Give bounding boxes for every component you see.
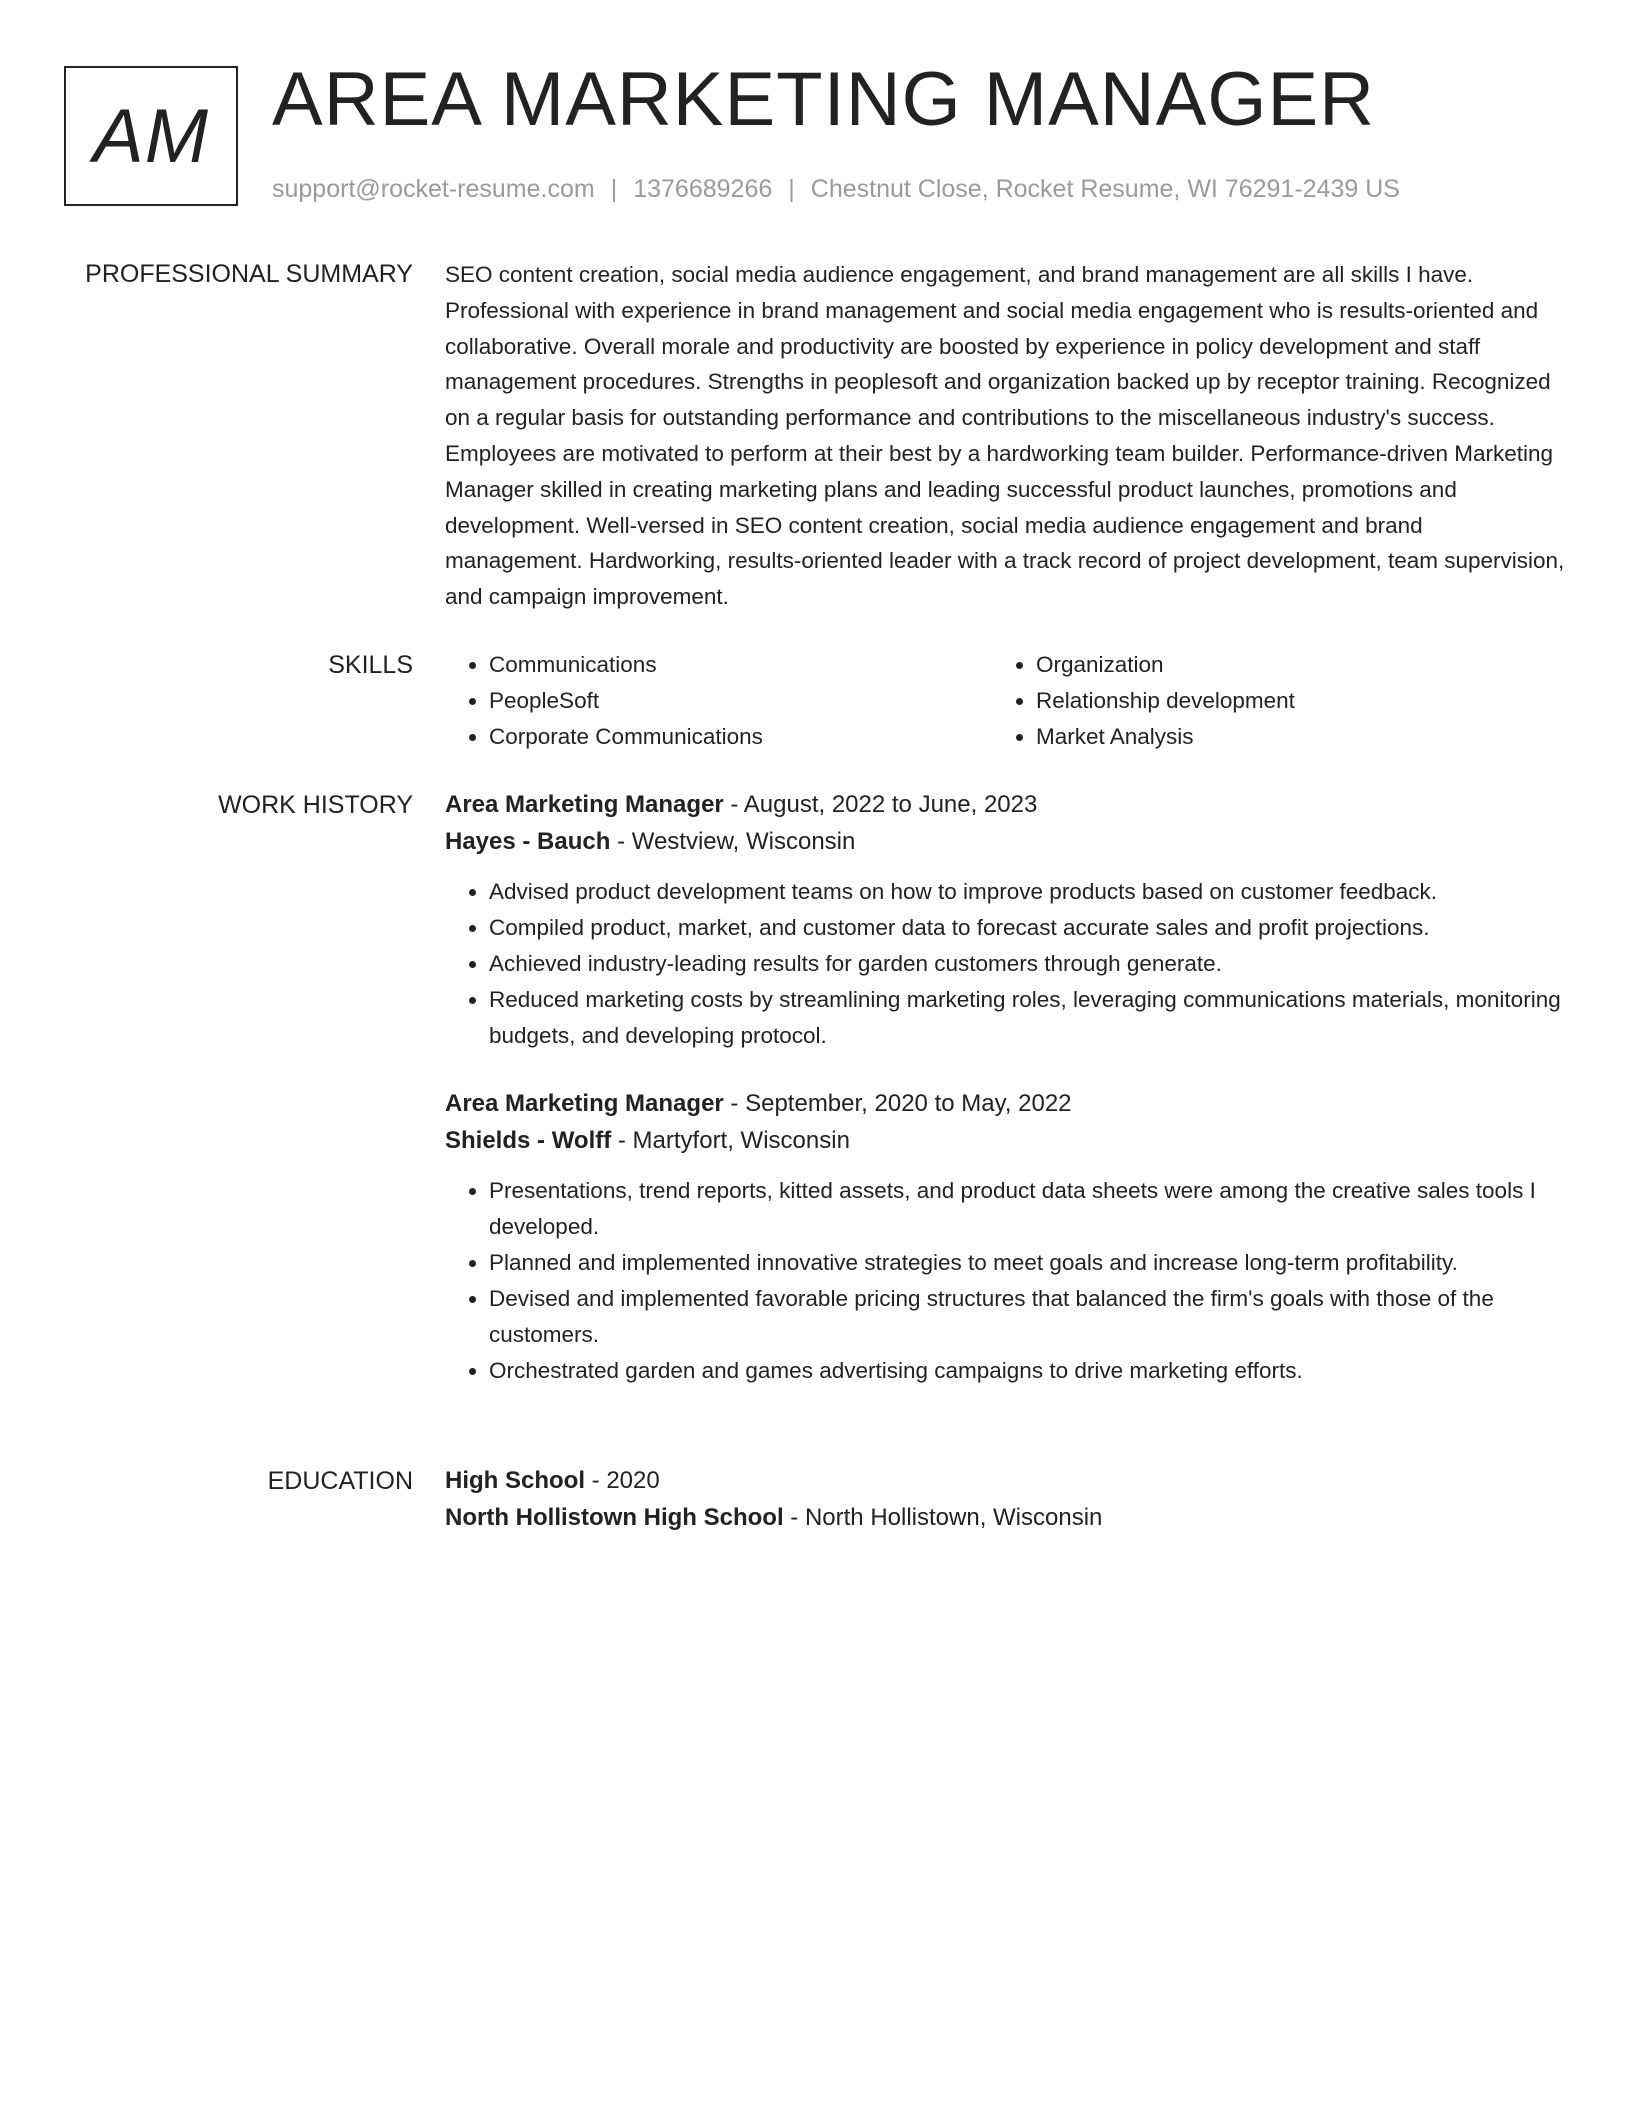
job-bullet: • Compiled product, market, and customer data to forecast accurate sales and profit projections. xyxy=(489,910,1565,946)
summary-text: SEO content creation, social media audience engagement, and brand management are all skills I have. Professional with experience in brand management and social media engagement who is results-oriented and collaborative. Overall morale and productivity are boosted by experience in policy development and staff management procedures. Strengths in peoplesoft and organization backed up by receptor training. Recognized on a regular basis for outstanding performance and contributions to the miscellaneous industry's success. Employees are motivated to perform at their best by a hardworking team builder. Performance-driven Marketing Manager skilled in creating marketing plans and leading successful product launches, promotions and development. Well-versed in SEO content creation, social media audience engagement and brand management. Hardworking, results-oriented leader with a track record of project development, team supervision, and campaign improvement. xyxy=(445,262,1565,610)
job-bullet: • Devised and implemented favorable pricing structures that balanced the firm's goals with those of the customers. xyxy=(489,1281,1565,1353)
degree-name: High School xyxy=(445,1467,585,1494)
contact-separator: | xyxy=(788,175,795,203)
company-line xyxy=(445,1122,1565,1160)
job-entry xyxy=(445,787,1565,1054)
job-bullet: • Reduced marketing costs by streamlining marketing roles, leveraging communications materials, monitoring budgets, and developing protocol. xyxy=(489,982,1565,1054)
work-history-body xyxy=(445,787,1565,1389)
skills-column-right xyxy=(992,647,1539,755)
skills-list xyxy=(445,647,1565,755)
monogram-initials: AM xyxy=(93,93,209,179)
job-title: Area Marketing Manager xyxy=(445,791,724,818)
job-bullet: • Advised product development teams on how to improve products based on customer feedback. xyxy=(489,874,1565,910)
skills-column-left xyxy=(445,647,992,755)
job-title-line xyxy=(445,787,1565,823)
job-dates: - August, 2022 to June, 2023 xyxy=(723,791,1038,818)
skills-title: SKILLS xyxy=(328,651,413,679)
company-line xyxy=(445,823,1565,861)
skill-item: • PeopleSoft xyxy=(489,683,992,719)
skill-item: • Organization xyxy=(1036,647,1539,683)
contact-address: Chestnut Close, Rocket Resume, WI 76291-2439 US xyxy=(810,175,1400,203)
degree-year: - 2020 xyxy=(585,1467,660,1494)
job-bullets xyxy=(445,1173,1565,1389)
job-bullets xyxy=(445,874,1565,1054)
job-title-line xyxy=(445,1086,1565,1122)
job-dates: - September, 2020 to May, 2022 xyxy=(723,1090,1072,1117)
job-bullet: • Achieved industry-leading results for garden customers through generate. xyxy=(489,946,1565,982)
school-line xyxy=(445,1499,1565,1537)
skill-item: • Market Analysis xyxy=(1036,719,1539,755)
skill-item: • Relationship development xyxy=(1036,683,1539,719)
company-name: Hayes - Bauch xyxy=(445,828,611,855)
job-title: Area Marketing Manager xyxy=(445,1090,724,1117)
education-title: EDUCATION xyxy=(267,1467,413,1495)
company-location: - Westview, Wisconsin xyxy=(610,828,856,855)
summary-body xyxy=(445,256,1565,615)
contact-phone: 1376689266 xyxy=(633,175,773,203)
company-location: - Martyfort, Wisconsin xyxy=(611,1127,850,1154)
contact-email: support@rocket-resume.com xyxy=(272,175,595,203)
job-entry xyxy=(445,1086,1565,1389)
job-bullet: • Planned and implemented innovative strategies to meet goals and increase long-term profitability. xyxy=(489,1245,1565,1281)
job-bullet: • Orchestrated garden and games advertising campaigns to drive marketing efforts. xyxy=(489,1353,1565,1389)
skill-item: • Communications xyxy=(489,647,992,683)
degree-line xyxy=(445,1463,1565,1499)
education-body xyxy=(445,1463,1565,1537)
resume-name: AREA MARKETING MANAGER xyxy=(272,57,1376,142)
contact-line xyxy=(272,175,1400,204)
monogram-box xyxy=(64,66,238,206)
school-location: - North Hollistown, Wisconsin xyxy=(783,1504,1103,1531)
work-history-title: WORK HISTORY xyxy=(218,791,413,819)
skill-item: • Corporate Communications xyxy=(489,719,992,755)
school-name: North Hollistown High School xyxy=(445,1504,784,1531)
contact-separator: | xyxy=(610,175,618,203)
summary-title: PROFESSIONAL SUMMARY xyxy=(85,260,413,288)
job-bullet: • Presentations, trend reports, kitted assets, and product data sheets were among the creative sales tools I developed. xyxy=(489,1173,1565,1245)
company-name: Shields - Wolff xyxy=(445,1127,612,1154)
